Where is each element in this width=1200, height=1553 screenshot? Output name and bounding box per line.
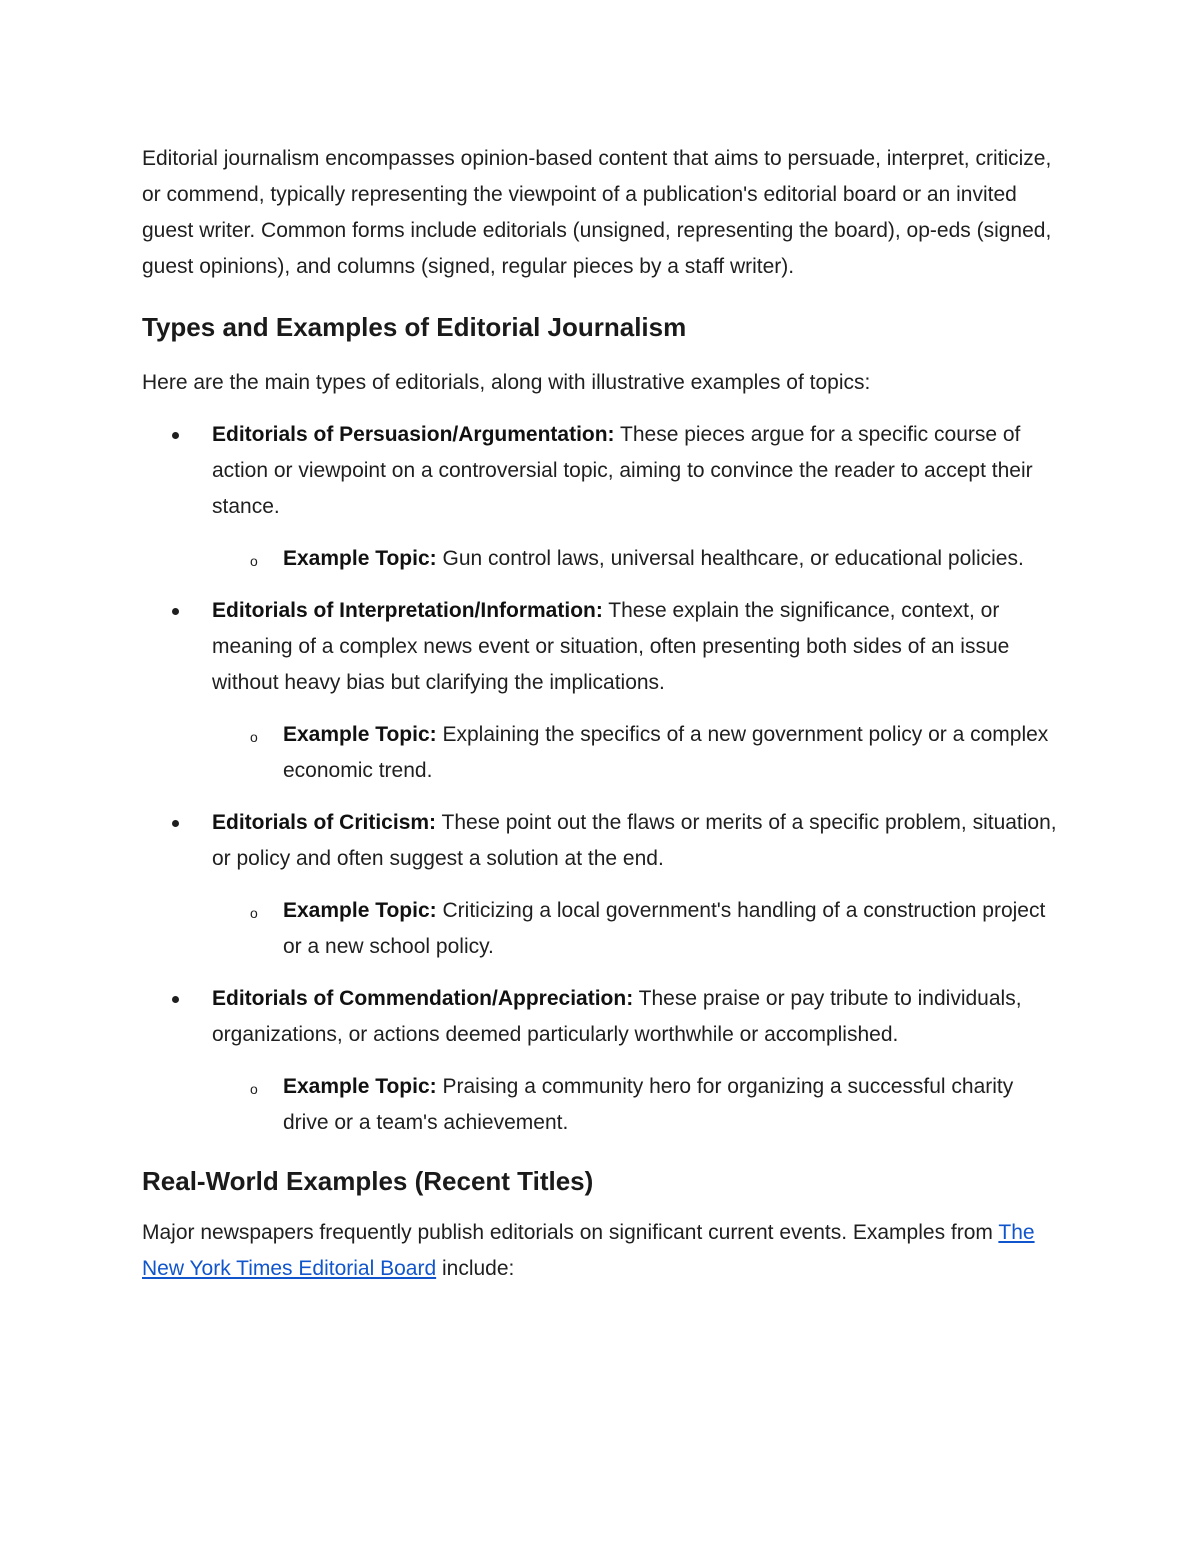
section-heading-types: Types and Examples of Editorial Journalism	[142, 312, 687, 342]
example-text: Praising a community hero for organizing a successful charity drive or a team's achievement.	[283, 1075, 1014, 1134]
example-label: Example Topic:	[283, 1075, 437, 1098]
example-description	[283, 541, 1062, 577]
type-description	[212, 417, 1062, 525]
type-title: Editorials of Persuasion/Argumentation:	[212, 423, 615, 446]
circle-bullet-icon: o	[250, 553, 258, 569]
real-world-paragraph	[142, 1215, 1062, 1287]
sub-list-item	[142, 1069, 1062, 1141]
example-description	[283, 717, 1062, 789]
type-text: These explain the significance, context, or meaning of a complex news event or situation, often presenting both sides of an issue without heavy bias but clarifying the implications.	[212, 599, 1010, 694]
bullet-dot-icon	[172, 608, 179, 615]
type-title: Editorials of Commendation/Appreciation:	[212, 987, 634, 1010]
circle-bullet-icon: o	[250, 905, 258, 921]
list-item	[142, 981, 1062, 1141]
list-item	[142, 417, 1062, 577]
type-text: These praise or pay tribute to individuals, organizations, or actions deemed particularly worthwhile or accomplished.	[212, 987, 1022, 1046]
example-label: Example Topic:	[283, 899, 437, 922]
circle-bullet-icon: o	[250, 1081, 258, 1097]
example-text: Gun control laws, universal healthcare, or educational policies.	[436, 547, 1024, 570]
type-description	[212, 593, 1062, 701]
circle-bullet-icon: o	[250, 729, 258, 745]
intro-paragraph: Editorial journalism encompasses opinion-based content that aims to persuade, interpret, criticize, or commend, typically representing the viewpoint of a publication's editorial board or an invited guest writer. Common forms include editorials (unsigned, representing the board), op-eds (signed, guest opinions), and columns (signed, regular pieces by a staff writer).	[142, 147, 1052, 278]
bullet-dot-icon	[172, 820, 179, 827]
types-list	[142, 417, 1062, 1141]
types-lead-paragraph: Here are the main types of editorials, along with illustrative examples of topics:	[142, 371, 871, 394]
example-text: Criticizing a local government's handling of a construction project or a new school policy.	[283, 899, 1046, 958]
bullet-dot-icon	[172, 432, 179, 439]
real-world-text-after: include:	[436, 1257, 515, 1280]
type-text: These point out the flaws or merits of a specific problem, situation, or policy and often suggest a solution at the end.	[212, 811, 1057, 870]
type-title: Editorials of Criticism:	[212, 811, 437, 834]
list-item	[142, 593, 1062, 789]
section-heading-real-world: Real-World Examples (Recent Titles)	[142, 1166, 594, 1196]
sub-list-item	[142, 541, 1062, 577]
example-text: Explaining the specifics of a new government policy or a complex economic trend.	[283, 723, 1049, 782]
example-label: Example Topic:	[283, 723, 437, 746]
type-description	[212, 981, 1062, 1053]
type-text: These pieces argue for a specific course of action or viewpoint on a controversial topic, aiming to convince the reader to accept their stance.	[212, 423, 1033, 518]
example-label: Example Topic:	[283, 547, 437, 570]
example-description	[283, 1069, 1062, 1141]
sub-list-item	[142, 893, 1062, 965]
type-title: Editorials of Interpretation/Information:	[212, 599, 603, 622]
bullet-dot-icon	[172, 996, 179, 1003]
document-page	[142, 141, 1062, 1287]
list-item	[142, 805, 1062, 965]
example-description	[283, 893, 1062, 965]
sub-list-item	[142, 717, 1062, 789]
nyt-editorial-board-link[interactable]: The New York Times Editorial Board	[142, 1221, 1035, 1280]
real-world-text-before: Major newspapers frequently publish editorials on significant current events. Examples from	[142, 1221, 999, 1244]
type-description	[212, 805, 1062, 877]
